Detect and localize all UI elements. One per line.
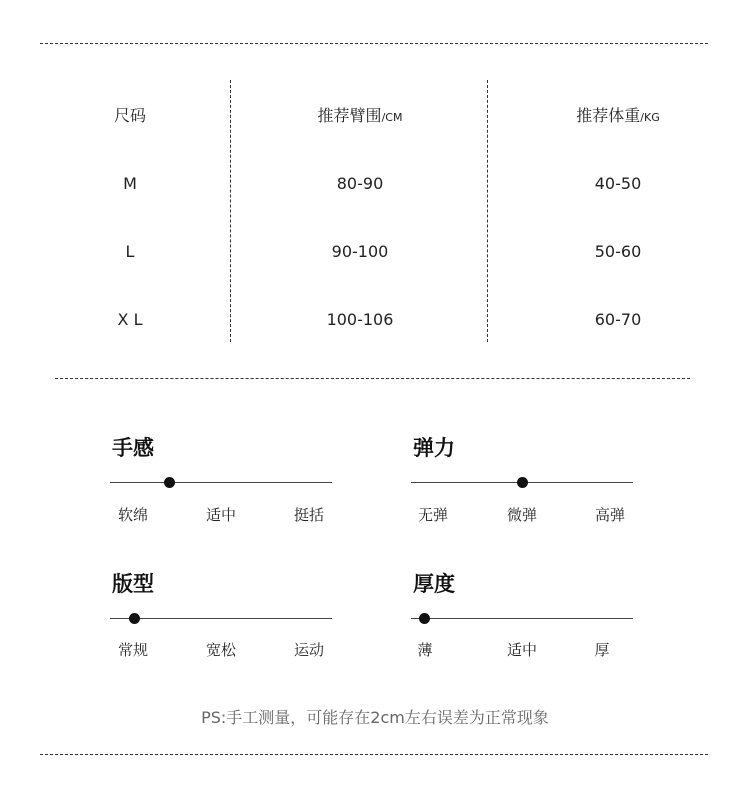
hand-feel-track xyxy=(110,482,332,483)
fit-option-regular: 常规 xyxy=(117,641,148,659)
row-l-weight: 50-60 xyxy=(594,242,642,261)
bottom-divider xyxy=(40,754,708,755)
thickness-option-thick: 厚 xyxy=(594,641,610,659)
row-xl-size: X L xyxy=(117,310,143,329)
header-arm: 推荐臂围/CM xyxy=(317,106,403,125)
row-xl-weight: 60-70 xyxy=(594,310,642,329)
fit-marker xyxy=(129,613,140,624)
thickness-track xyxy=(411,618,633,619)
hand-feel-marker xyxy=(164,477,175,488)
row-xl-arm: 100-106 xyxy=(326,310,394,329)
elasticity-option-none: 无弹 xyxy=(417,506,448,524)
thickness-option-medium: 适中 xyxy=(506,641,537,659)
header-weight: 推荐体重/KG xyxy=(576,106,660,125)
table-bottom-divider xyxy=(55,378,690,379)
hand-feel-option-soft: 软绵 xyxy=(117,506,148,524)
thickness-marker xyxy=(419,613,430,624)
row-m-weight: 40-50 xyxy=(594,174,642,193)
fit-title: 版型 xyxy=(112,572,154,596)
header-size: 尺码 xyxy=(113,106,146,125)
row-l-size: L xyxy=(125,242,135,261)
fit-track xyxy=(110,618,332,619)
thickness-title: 厚度 xyxy=(413,572,455,596)
header-weight-unit: /KG xyxy=(640,111,660,124)
column-divider-2 xyxy=(487,80,488,342)
elasticity-option-high: 高弹 xyxy=(594,506,625,524)
table-top-divider xyxy=(40,43,708,44)
hand-feel-title: 手感 xyxy=(112,436,154,460)
elasticity-option-slight: 微弹 xyxy=(506,506,537,524)
header-arm-unit: /CM xyxy=(381,111,403,124)
row-l-arm: 90-100 xyxy=(331,242,389,261)
elasticity-marker xyxy=(517,477,528,488)
hand-feel-option-firm: 挺括 xyxy=(293,506,324,524)
row-m-size: M xyxy=(123,174,137,193)
row-m-arm: 80-90 xyxy=(336,174,384,193)
measurement-note: PS:手工测量，可能存在2cm左右误差为正常现象 xyxy=(201,708,549,727)
thickness-option-thin: 薄 xyxy=(417,641,433,659)
fit-option-sport: 运动 xyxy=(293,641,324,659)
hand-feel-option-medium: 适中 xyxy=(205,506,236,524)
elasticity-title: 弹力 xyxy=(413,436,455,460)
column-divider-1 xyxy=(230,80,231,342)
fit-option-loose: 宽松 xyxy=(205,641,236,659)
